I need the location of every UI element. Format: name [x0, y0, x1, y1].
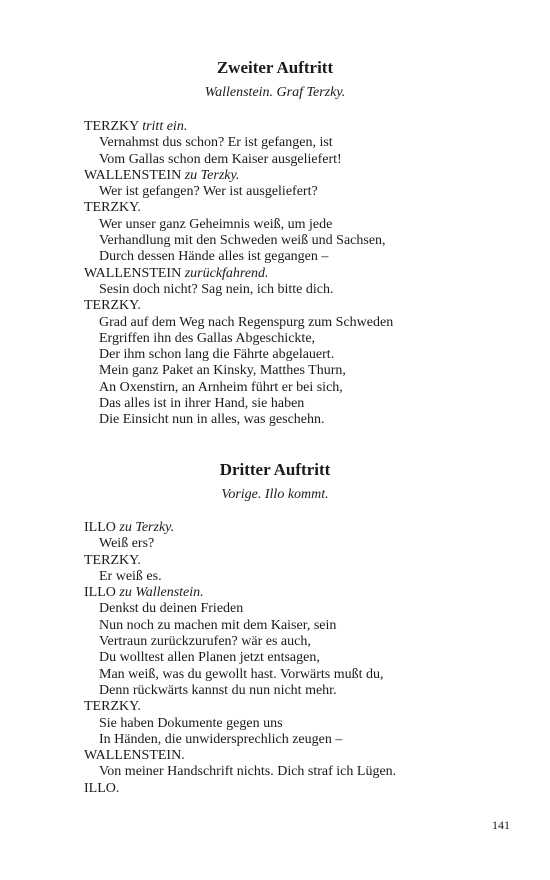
verse-line: Von meiner Handschrift nichts. Dich straf ich Lügen. — [99, 764, 397, 780]
speaker-name: WALLENSTEIN — [84, 167, 182, 183]
speaker-line — [84, 119, 504, 135]
stage-direction: zu Terzky. — [184, 167, 240, 183]
speaker-line — [84, 699, 504, 715]
stage-direction: tritt ein. — [142, 119, 188, 134]
verse-line: Grad auf dem Weg nach Regenspurg zum Schweden — [99, 314, 394, 330]
verse-line: Man weiß, was du gewollt hast. Vorwärts mußt du, — [99, 666, 384, 682]
page-number: 141 — [492, 818, 510, 832]
verse-line: Das alles ist in ihrer Hand, sie haben — [99, 396, 305, 412]
scene-header-zweiter-auftritt — [0, 58, 550, 102]
scene-title: Zweiter Auftritt — [216, 58, 334, 77]
verse-line: Sesin doch nicht? Sag nein, ich bitte dich. — [99, 281, 334, 297]
speaker-name: TERZKY. — [84, 298, 141, 314]
verse-line: Denkst du deinen Frieden — [99, 601, 244, 617]
verse-line: Verhandlung mit den Schweden weiß und Sachsen, — [99, 233, 386, 249]
speaker-line — [84, 200, 504, 216]
scene-stage-direction: Vorige. Illo kommt. — [221, 487, 329, 502]
verse-line: Denn rückwärts kannst du nun nicht mehr. — [99, 682, 337, 698]
scene-title: Dritter Auftritt — [219, 460, 331, 479]
verse-line: Vernahmst dus schon? Er ist gefangen, ist — [99, 135, 333, 151]
speaker-name: TERZKY. — [84, 200, 141, 216]
speaker-name: TERZKY — [84, 119, 139, 134]
speaker-line — [84, 553, 504, 569]
speaker-line — [84, 585, 504, 601]
verse-line: Vom Gallas schon dem Kaiser ausgeliefert! — [99, 151, 342, 167]
speaker-name: TERZKY. — [84, 552, 141, 568]
speaker-line — [84, 298, 504, 314]
verse-line: Wer unser ganz Geheimnis weiß, um jede — [99, 216, 333, 232]
speaker-line — [84, 266, 504, 282]
speaker-line — [84, 168, 504, 184]
scene-dialogue — [84, 119, 504, 429]
stage-direction: zurückfahrend. — [184, 265, 269, 281]
speaker-line — [84, 781, 504, 797]
speaker-name: ILLO. — [84, 780, 120, 796]
scene-header-dritter-auftritt — [0, 460, 550, 504]
speaker-line — [84, 748, 504, 764]
verse-line: Ergriffen ihn des Gallas Abgeschickte, — [99, 330, 316, 346]
speaker-name: TERZKY. — [84, 699, 141, 715]
verse-line: Der ihm schon lang die Fährte abgelauert. — [99, 347, 335, 363]
verse-line: Du wolltest allen Planen jetzt entsagen, — [99, 650, 320, 666]
verse-line: Er weiß es. — [99, 568, 162, 584]
verse-line: Wer ist gefangen? Wer ist ausgeliefert? — [99, 184, 318, 200]
verse-line: Mein ganz Paket an Kinsky, Matthes Thurn, — [99, 363, 346, 379]
stage-direction: zu Wallenstein. — [119, 585, 204, 601]
verse-line: Durch dessen Hände alles ist gegangen – — [99, 249, 329, 265]
speaker-name: ILLO — [84, 520, 116, 535]
verse-line: Die Einsicht nun in alles, was geschehn. — [99, 412, 325, 428]
verse-line: Vertraun zurückzurufen? wär es auch, — [99, 634, 311, 650]
speaker-name: WALLENSTEIN. — [84, 748, 185, 764]
scene-dialogue — [84, 520, 504, 797]
scene-stage-direction: Wallenstein. Graf Terzky. — [204, 85, 346, 100]
verse-line: An Oxenstirn, an Arnheim führt er bei sich, — [99, 379, 343, 395]
verse-line: Weiß ers? — [99, 536, 155, 552]
speaker-name: ILLO — [84, 585, 116, 601]
verse-line: Sie haben Dokumente gegen uns — [99, 715, 283, 731]
speaker-line — [84, 520, 504, 536]
speaker-name: WALLENSTEIN — [84, 265, 182, 281]
stage-direction: zu Terzky. — [119, 520, 175, 535]
verse-line: In Händen, die unwidersprechlich zeugen – — [99, 731, 343, 747]
verse-line: Nun noch zu machen mit dem Kaiser, sein — [99, 617, 337, 633]
